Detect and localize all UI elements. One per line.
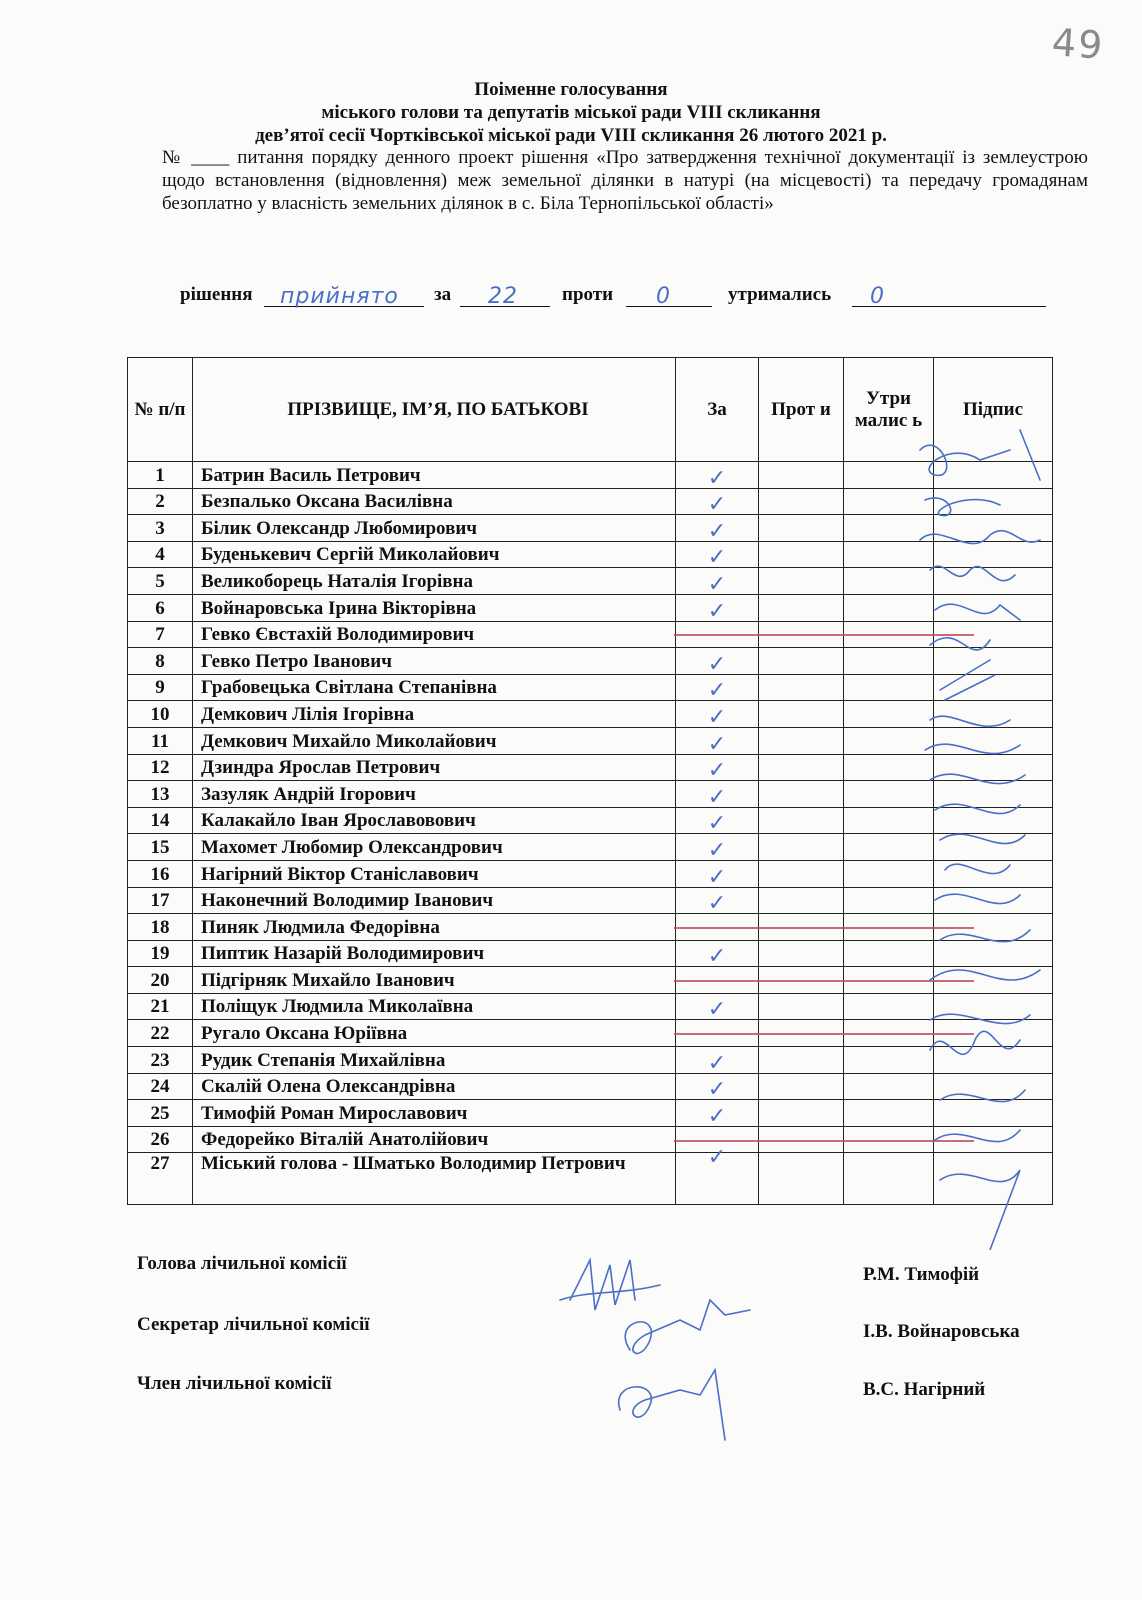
vote-against-cell [759, 701, 844, 728]
check-mark-icon: ✓ [707, 704, 727, 730]
check-mark-icon: ✓ [707, 758, 727, 784]
table-row [128, 781, 1053, 808]
check-mark-icon: ✓ [707, 1077, 727, 1103]
vote-abstain-cell [844, 674, 934, 701]
vote-for-cell [676, 674, 759, 704]
commission-member-role: Член лічильної комісії [137, 1373, 332, 1394]
vote-abstain-cell [844, 834, 934, 861]
signature-cell [934, 940, 1053, 967]
vote-abstain-cell [844, 993, 934, 1020]
table-row [128, 834, 1053, 861]
deputy-name: Батрин Василь Петрович [193, 462, 676, 489]
deputy-name: Дзиндра Ярослав Петрович [193, 754, 676, 781]
vote-abstain-cell [844, 807, 934, 834]
deputy-name: Буденькевич Сергій Миколайович [193, 541, 676, 568]
deputy-name: Нагірний Віктор Станіславович [193, 860, 676, 887]
agenda-question: № ____ питання порядку денного проект рішення «Про затвердження технічної документації із землеустрою щодо встановлення (відновлення) меж земельної ділянки в натурі (на місцевості) та передачу громадянам безоплатно у власність земельних ділянок в с. Біла Тернопільської області» [162, 147, 1088, 214]
deputy-name: Міський голова - Шматько Володимир Петрович [193, 1153, 676, 1205]
check-mark-icon: ✓ [707, 997, 727, 1023]
vote-for-cell [676, 1073, 759, 1103]
vote-for-cell [676, 648, 759, 675]
table-row [128, 541, 1053, 568]
vote-abstain-cell [844, 940, 934, 967]
deputy-name: Білик Олександр Любомирович [193, 515, 676, 542]
vote-for-cell [676, 701, 759, 728]
check-mark-icon: ✓ [707, 837, 727, 863]
title-line-2: міського голови та депутатів міської ради VIII скликання [321, 102, 821, 123]
deputy-name: Великоборець Наталія Ігорівна [193, 568, 676, 595]
header-for: За [676, 358, 759, 462]
vote-abstain-cell [844, 541, 934, 568]
check-mark-icon: ✓ [707, 864, 727, 890]
signature-cell [934, 541, 1053, 568]
table-row [128, 1047, 1053, 1074]
check-mark-icon: ✓ [707, 651, 727, 677]
vote-abstain-cell [844, 568, 934, 595]
deputy-name: Гевко Петро Іванович [193, 648, 676, 675]
deputy-name: Тимофій Роман Мирославович [193, 1100, 676, 1127]
table-row [128, 887, 1053, 914]
vote-against-cell [759, 674, 844, 701]
table-row [128, 727, 1053, 754]
row-number: 18 [128, 914, 193, 941]
against-label: проти [562, 284, 614, 305]
vote-for-cell [676, 1047, 759, 1074]
commission-signatures [550, 1240, 780, 1460]
table-row [128, 993, 1053, 1020]
signature-cell [934, 488, 1053, 515]
signature-cell [934, 1100, 1053, 1127]
deputy-name: Скалій Олена Олександрівна [193, 1073, 676, 1100]
absence-strike-line [674, 634, 974, 636]
row-number: 19 [128, 940, 193, 967]
deputy-name: Калакайло Іван Ярославовович [193, 807, 676, 834]
page-number: 49 [1050, 20, 1106, 68]
deputy-name: Підгірняк Михайло Іванович [193, 967, 676, 994]
row-number: 11 [128, 727, 193, 754]
vote-against-cell [759, 860, 844, 887]
row-number: 6 [128, 594, 193, 621]
signature-cell [934, 462, 1053, 489]
vote-against-cell [759, 834, 844, 861]
table-row [128, 568, 1053, 595]
table-row [128, 488, 1053, 515]
vote-for-cell [676, 993, 759, 1023]
signature-cell [934, 1073, 1053, 1100]
absence-strike-line [674, 1140, 974, 1142]
check-mark-icon: ✓ [707, 492, 727, 518]
deputy-name: Пиняк Людмила Федорівна [193, 914, 676, 941]
title-line-3: дев’ятої сесії Чортківської міської ради VIII скликання 26 лютого 2021 р. [255, 125, 887, 146]
vote-for-cell [676, 834, 759, 861]
table-row [128, 674, 1053, 701]
absence-strike-line [674, 927, 974, 929]
vote-for-cell [676, 462, 759, 489]
header-name: ПРІЗВИЩЕ, ІМ’Я, ПО БАТЬКОВІ [193, 358, 676, 462]
signature-cell [934, 674, 1053, 701]
row-number: 25 [128, 1100, 193, 1127]
decision-line [180, 284, 1080, 314]
table-row [128, 860, 1053, 887]
signature-cell [934, 887, 1053, 914]
vote-abstain-cell [844, 648, 934, 675]
vote-against-cell [759, 807, 844, 834]
vote-abstain-cell [844, 1100, 934, 1127]
row-number: 21 [128, 993, 193, 1020]
deputy-name: Демкович Михайло Миколайович [193, 727, 676, 754]
vote-abstain-cell [844, 781, 934, 808]
check-mark-icon: ✓ [707, 518, 727, 544]
check-mark-icon: ✓ [707, 598, 727, 624]
commission-head-role: Голова лічильної комісії [137, 1253, 347, 1274]
table-row [128, 1153, 1053, 1205]
for-count: 22 [488, 284, 518, 309]
row-number: 20 [128, 967, 193, 994]
row-number: 27 [128, 1153, 193, 1205]
header-num: № п/п [128, 358, 193, 462]
for-label: за [434, 284, 452, 305]
row-number: 15 [128, 834, 193, 861]
vote-against-cell [759, 1100, 844, 1127]
header-abstain: Утри малис ь [844, 358, 934, 462]
vote-for-cell [676, 594, 759, 624]
check-mark-icon: ✓ [707, 944, 727, 970]
row-number: 1 [128, 462, 193, 489]
row-number: 8 [128, 648, 193, 675]
table-row [128, 701, 1053, 728]
vote-for-cell [676, 754, 759, 784]
vote-against-cell [759, 488, 844, 515]
deputy-name: Пиптик Назарій Володимирович [193, 940, 676, 967]
header-against: Прот и [759, 358, 844, 462]
signature-cell [934, 807, 1053, 834]
vote-for-cell [676, 488, 759, 518]
vote-against-cell [759, 541, 844, 568]
commission-head-name: Р.М. Тимофій [863, 1264, 980, 1285]
row-number: 9 [128, 674, 193, 701]
vote-abstain-cell [844, 754, 934, 781]
against-count: 0 [656, 284, 671, 309]
commission-secretary-name: І.В. Войнаровська [863, 1321, 1020, 1342]
deputy-name: Грабовецька Світлана Степанівна [193, 674, 676, 701]
row-number: 10 [128, 701, 193, 728]
signature-cell [934, 1153, 1053, 1205]
table-row [128, 594, 1053, 621]
decision-result: прийнято [280, 284, 399, 309]
signature-cell [934, 727, 1053, 754]
signature-cell [934, 568, 1053, 595]
table-row [128, 754, 1053, 781]
vote-against-cell [759, 1073, 844, 1100]
deputy-name: Федорейко Віталій Анатолійович [193, 1126, 676, 1153]
vote-for-cell [676, 1100, 759, 1127]
absence-strike-line [674, 980, 974, 982]
abstain-count: 0 [870, 284, 885, 309]
check-mark-icon: ✓ [707, 1050, 727, 1076]
vote-against-cell [759, 754, 844, 781]
title-line-1: Поіменне голосування [474, 79, 668, 100]
abstain-label: утримались [728, 284, 832, 305]
vote-table [127, 357, 1053, 1205]
vote-against-cell [759, 594, 844, 621]
document-title [0, 78, 1142, 147]
table-row [128, 648, 1053, 675]
row-number: 2 [128, 488, 193, 515]
vote-against-cell [759, 940, 844, 967]
signature-cell [934, 648, 1053, 675]
vote-for-cell [676, 1145, 759, 1205]
signature-cell [934, 834, 1053, 861]
row-number: 17 [128, 887, 193, 914]
row-number: 24 [128, 1073, 193, 1100]
vote-for-cell [676, 727, 759, 757]
deputy-name: Рудик Степанія Михайлівна [193, 1047, 676, 1074]
vote-abstain-cell [844, 1073, 934, 1100]
signature-cell [934, 1047, 1053, 1074]
row-number: 23 [128, 1047, 193, 1074]
vote-against-cell [759, 462, 844, 489]
deputy-name: Махомет Любомир Олександрович [193, 834, 676, 861]
row-number: 3 [128, 515, 193, 542]
check-mark-icon: ✓ [707, 465, 727, 491]
commission-member-name: В.С. Нагірний [863, 1379, 986, 1400]
row-number: 12 [128, 754, 193, 781]
deputy-name: Поліщук Людмила Миколаївна [193, 993, 676, 1020]
vote-abstain-cell [844, 1153, 934, 1205]
table-row [128, 940, 1053, 967]
vote-abstain-cell [844, 462, 934, 489]
vote-abstain-cell [844, 1047, 934, 1074]
signature-cell [934, 754, 1053, 781]
check-mark-icon: ✓ [707, 784, 727, 810]
row-number: 22 [128, 1020, 193, 1047]
row-number: 7 [128, 621, 193, 648]
vote-abstain-cell [844, 727, 934, 754]
decision-label: рішення [180, 284, 253, 305]
table-row [128, 807, 1053, 834]
table-row [128, 515, 1053, 542]
row-number: 13 [128, 781, 193, 808]
check-mark-icon: ✓ [707, 571, 727, 597]
row-number: 26 [128, 1126, 193, 1153]
vote-against-cell [759, 993, 844, 1020]
vote-against-cell [759, 727, 844, 754]
commission-secretary-role: Секретар лічильної комісії [137, 1314, 370, 1335]
vote-abstain-cell [844, 860, 934, 887]
vote-abstain-cell [844, 594, 934, 621]
vote-for-cell [676, 781, 759, 808]
check-mark-icon: ✓ [707, 811, 727, 837]
deputy-name: Войнаровська Ірина Вікторівна [193, 594, 676, 621]
vote-against-cell [759, 1153, 844, 1205]
signature-cell [934, 515, 1053, 542]
row-number: 16 [128, 860, 193, 887]
signature-cell [934, 781, 1053, 808]
vote-for-cell [676, 568, 759, 595]
vote-against-cell [759, 781, 844, 808]
check-mark-icon: ✓ [707, 678, 727, 704]
deputy-name: Ругало Оксана Юріївна [193, 1020, 676, 1047]
check-mark-icon: ✓ [707, 545, 727, 571]
row-number: 4 [128, 541, 193, 568]
vote-for-cell [676, 807, 759, 837]
vote-against-cell [759, 648, 844, 675]
vote-for-cell [676, 887, 759, 917]
vote-against-cell [759, 568, 844, 595]
vote-abstain-cell [844, 515, 934, 542]
vote-for-cell [676, 860, 759, 890]
deputy-name: Гевко Євстахій Володимирович [193, 621, 676, 648]
check-mark-icon: ✓ [707, 891, 727, 917]
signature-cell [934, 594, 1053, 621]
table-row [128, 1100, 1053, 1127]
deputy-name: Зазуляк Андрій Ігорович [193, 781, 676, 808]
row-number: 14 [128, 807, 193, 834]
vote-abstain-cell [844, 488, 934, 515]
deputy-name: Демкович Лілія Ігорівна [193, 701, 676, 728]
deputy-name: Безпалько Оксана Василівна [193, 488, 676, 515]
vote-for-cell [676, 541, 759, 571]
table-row [128, 1073, 1053, 1100]
row-number: 5 [128, 568, 193, 595]
deputy-name: Наконечний Володимир Іванович [193, 887, 676, 914]
header-signature: Підпис [934, 358, 1053, 462]
vote-for-cell [676, 940, 759, 970]
vote-against-cell [759, 887, 844, 914]
check-mark-icon: ✓ [707, 1145, 727, 1171]
table-header-row [128, 358, 1053, 462]
check-mark-icon: ✓ [707, 1103, 727, 1129]
vote-abstain-cell [844, 701, 934, 728]
vote-abstain-cell [844, 887, 934, 914]
signature-cell [934, 701, 1053, 728]
vote-against-cell [759, 515, 844, 542]
check-mark-icon: ✓ [707, 731, 727, 757]
vote-for-cell [676, 515, 759, 542]
absence-strike-line [674, 1033, 974, 1035]
vote-against-cell [759, 1047, 844, 1074]
signature-cell [934, 860, 1053, 887]
signature-cell [934, 993, 1053, 1020]
table-row [128, 462, 1053, 489]
